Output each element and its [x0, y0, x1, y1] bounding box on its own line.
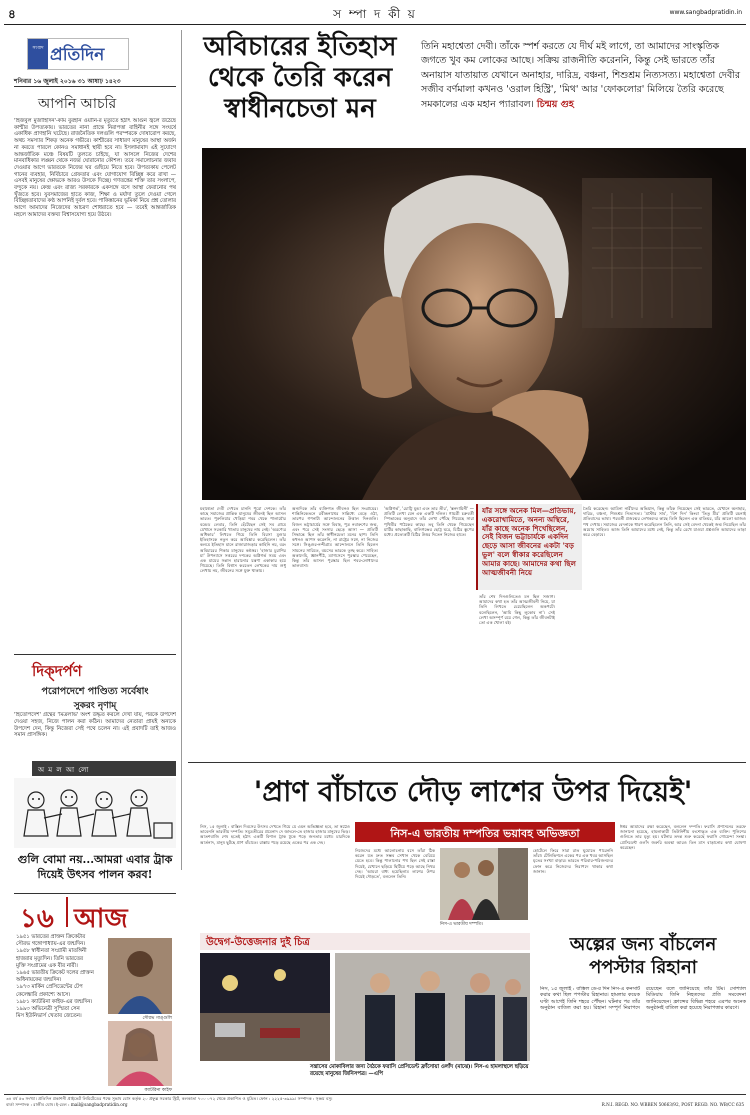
- standfirst-text: তিনি মহাশ্বেতা দেবী। তাঁকে স্পর্শ করতে যে দীর্ঘ মই লাগে, তা আমাদের সাংস্কৃতিক জগতে খুব কম লোকের আছে। সক্রিয় রাজনীতি করেননি, কিন্তু সেই ভারতে তাঁর অনায়াস যাতায়াত যেখানে অনাহার, দারিদ্র, বঞ্চনা, শিশুশ্রম নিত্যসত্য। মহাশ্বেতা দেবীর সজীব বর্ণমালা কখনও 'ওরাল হিস্ট্রি', 'মিথ' আর 'ফোকলোর' মিলিয়ে তৈরি করেছে সমকালের এক মহান প্যারাবল।: [421, 41, 741, 110]
- rihanna-headline-line: অল্পের জন্য বাঁচলেন: [569, 934, 717, 955]
- website-link[interactable]: www.sangbadpratidin.in: [669, 9, 742, 16]
- cartoon-label-bar: [32, 761, 176, 776]
- today-item: ১৯৫১ ভারতের প্রাক্তন ক্রিকেটার: [16, 934, 86, 940]
- nice-column-3: হোটেলে ফিরে সারা রাত ঘুমোতে পারেননি তাঁরা। টেলিভিশনে একের পর এক খবর আসছিল মৃতের সংখ্যা বাড়ার। ভারতে পরিবার-পরিজনদের ফোন করে নিজেদের নিরাপদে থাকার কথা জানান।: [533, 848, 613, 874]
- nice-attack-photo: [200, 953, 330, 1061]
- today-photo-2: [108, 1021, 172, 1086]
- today-item: হাজরার মৃত্যুদিন। তিনি ভারতের: [16, 955, 83, 962]
- masthead-logo: [27, 38, 129, 70]
- feature-standfirst: [421, 40, 746, 112]
- cartoon-drawing: [14, 778, 176, 848]
- today-list: [16, 934, 104, 1020]
- today-item: মুক্তি সংগ্রামের এক বীর নারী।: [16, 962, 78, 969]
- feature-photo: [202, 148, 746, 500]
- today-item: সৌরভ গঙ্গোপাধ্যায়-এর জন্মদিন।: [16, 941, 86, 948]
- dikdarpan-body: 'হিতোপদেশ' গ্রন্থের 'মিত্রলাভ' অংশ উদ্ধৃত করলে দেখা যায়, পরকে উপদেশ দেওয়া সহজ, নিজে পালন করা কঠিন। আমাদের নেতারা প্রায়ই অন্যকে উপদেশ দেন, কিন্তু নিজেরা সেই পথে চলেন না। এই প্রবাদটি তাই আজও সমান প্রাসঙ্গিক।: [14, 712, 176, 739]
- pullquote-box: [476, 504, 582, 590]
- photo-feature-bar: [200, 933, 530, 950]
- today-item: ১৯৯৩ অভিনেত্রী সুস্মিতা সেন: [16, 1006, 80, 1013]
- dikdarpan-logo: দিক্‌দর্পণ: [32, 662, 82, 680]
- editorial-title: আপনি আচরি: [38, 96, 117, 112]
- feature-column-3: 'অগ্নিগর্ভ', 'চোট্টি মুন্ডা এবং তার তীর', 'স্তনদায়িনী' — প্রতিটি লেখা যেন এক একটি দলিল। গায়ত্রী চক্রবর্তী স্পিভাকের অনুবাদে তাঁর লেখা পৌঁছে গিয়েছে সারা পৃথিবীর পাঠকের কাছে। তবু তিনি থেকে গিয়েছেন মাটির কাছাকাছি, বালিগঞ্জের ছোট্ট ঘরে, চিঠির স্তূপের মধ্যে। প্রত্যেকটি চিঠির উত্তর দিতেন নিজের হাতে।: [384, 506, 474, 538]
- page-number: ৪: [8, 7, 16, 21]
- today-item: অধিনায়কের জন্মদিন।: [16, 977, 62, 984]
- footer-registration: R.N.I. REGD. NO. WBBEN 50663/92, POST REGD. NO. WB/CC 635: [601, 1102, 744, 1107]
- feature-headline-line: স্বাধীনচেতা মন: [224, 94, 376, 124]
- feature-headline: [190, 32, 410, 125]
- cartoon-label: অ ম ল আ লো: [38, 766, 90, 774]
- logo-stripe: [28, 39, 48, 69]
- today-item: কেলেঙ্কারি প্রকাশ্যে আসে।: [16, 991, 71, 998]
- feature-headline-line: অবিচারের ইতিহাস: [203, 32, 397, 62]
- today-item: ১৯৮১ ক্যাটরিনা কাইফ-এর জন্মদিন।: [16, 998, 93, 1005]
- nice-subhead-bar: [355, 822, 615, 842]
- today-item: মিস ইউনিভার্স খেতাব জেতেন।: [16, 1013, 82, 1020]
- nice-headline: 'প্রাণ বাঁচাতে দৌড় লাশের উপর দিয়েই': [253, 775, 693, 808]
- cartoon-figures-icon: [14, 778, 176, 848]
- pullquote-text: যাঁর সঙ্গে অনেক মিল—প্রতিভায়, একরোখামিতে, অনন্য অস্থিরে, যাঁর কাছে অনেক শিখেছিলেন, সেই বিজন ভট্টাচার্যকে একদিন ছেড়ে আসা জীবনের একটা 'বড় ভুল' বলে স্বীকার করেছিলেন আমার কাছে। আমাদের কথা ছিল আত্মজীবনী নিয়ে: [482, 507, 577, 577]
- dikdarpan-title: পরোপদেশে পাণ্ডিত্য সর্বেষাং: [41, 686, 149, 697]
- masthead-date: শনিবার ১৬ জুলাই ২০১৬ ৩১ আষাঢ় ১৪২৩: [14, 78, 121, 85]
- today-item: ১৯৬৫ ভারতীয় ক্রিকেট দলের প্রাক্তন: [16, 970, 94, 977]
- rihanna-body: নিস, ১৫ জুলাই : বাস্তিল ডে-র দিন নিস-এ কনসার্ট করার কথা ছিল পপস্টার রিহানার। হামলার কয়েক ঘণ্টা আগেই তিনি শহরে পৌঁছন। ঘটনার পর তাঁর অনুষ্ঠান বাতিল করা হয়। রিহানা সম্পূর্ণ নিরাপদে রয়েছেন বলে জানিয়েছে তাঁর টিম। সোশ্যাল মিডিয়ায় তিনি নিহতদের প্রতি সমবেদনা জানিয়েছেন। ফ্রান্সের বিভিন্ন শহরে এরপর অনেক অনুষ্ঠানই বাতিল করা হয়েছে নিরাপত্তার কারণে।: [540, 986, 746, 1012]
- today-item: ১৯৭৩ মার্কিন প্রেসিডেন্টের টেপ: [16, 984, 83, 991]
- today-photo-2-caption: ক্যাটরিনা কাইফ: [144, 1088, 172, 1093]
- editorial-body: 'হিজবুল মুজাহিদিন'-কমি বুরহান ওয়ানি-র মৃত্যুতে হঠাৎ আগুন জ্বলে উঠেছে কাশ্মীর উপত্যকায়। ভারতের নানা প্রান্তে নিরাপত্তা বাহিনীর সঙ্গে সংঘর্ষে একাধিক প্রাণহানি ঘটেছে। রাজনৈতিক দলগুলি পরস্পরকে দোষারোপ করছে, অথচ সমস্যার শিকড় অনেক গভীরে। কাশ্মীরের সাধারণ মানুষের আস্থা অর্জন না করতে পারলে কোনও সমাধানই স্থায়ী হবে না। ইসলামাবাদ এই সুযোগে আন্তর্জাতিক মঞ্চে বিষয়টি তুলতে চাইছে, যা আসলে নিজের দেশের মানবাধিকার লঙ্ঘন থেকে নজর ঘোরানোর কৌশল। তবে সমালোচনার জবাব দেওয়ার আগে ভারতকে নিজের ঘর গুছিয়ে নিতে হবে। উপত্যকায় পেলেট গানের ব্যবহার, নির্বিচারে গ্রেফতার এবং যোগাযোগ বিচ্ছিন্ন করে রাখা — এসবই মানুষের ক্ষোভকে আরও উসকে দিচ্ছে। গণতন্ত্রের শক্তি তার সংলাপে, বন্দুকে নয়। কেন্দ্র এবং রাজ্য সরকারকে একসঙ্গে বসে আস্থা ফেরানোর পথ খুঁজতে হবে। যুবসমাজের হাতে কাজ, শিক্ষা ও মর্যাদা তুলে দেওয়া গেলে বিচ্ছিন্নতাবাদের কণ্ঠ আপনিই দুর্বল হবে। পাকিস্তানের ভূমিকা নিয়ে প্রশ্ন তোলার আগে আমাদের নিজেদের আচরণ শোধরাতে হবে — তবেই আন্তর্জাতিক মহলে আমাদের বক্তব্য বিশ্বাসযোগ্য হয়ে উঠবে।: [14, 118, 176, 218]
- feature-column-2: অন্যদিকে তাঁর ব্যক্তিগত জীবনও ছিল সংগ্রামের। শান্তিনিকেতনে রবীন্দ্রনাথের সান্নিধ্যে বেড়ে ওঠা, তারপর গণনাট্য আন্দোলনের উত্তাল দিনগুলি। বিজন ভট্টাচার্যের সঙ্গে বিবাহ, পুত্র নবারুণের জন্ম, এবং পরে সেই সংসার ছেড়ে আসা — প্রতিটি সিদ্ধান্তে ছিল তাঁর স্বাধীনচেতা মনের ছাপ। তিনি কখনও আপস করেননি, না রাষ্ট্রের সঙ্গে, না নিজের সঙ্গে। সিঙ্গুর-নন্দীগ্রাম আন্দোলনে তিনি ছিলেন সামনের সারিতে, বয়সের ভারকে তুচ্ছ করে। সাহিত্য অকাদেমি, জ্ঞানপীঠ, ম্যাগসেসে পুরস্কার পেয়েছেন, কিন্তু তাঁর আসল পুরস্কার ছিল শবর-লোধাদের ভালবাসা।: [292, 506, 378, 569]
- logo-small-text: সংবাদ: [32, 46, 44, 51]
- nice-subhead: নিস-এ ভারতীয় দম্পতির ভয়াবহ অভিজ্ঞতা: [390, 827, 580, 840]
- footer-line-2-wrap: [6, 1102, 744, 1108]
- today-item: ১৯৫৮ স্বাধীনতা সংগ্রামী মাতঙ্গিনী: [16, 948, 87, 955]
- cartoon-caption: গুলি বোমা নয়...আমরা এবার ট্রাক দিয়েই উৎসব পালন করব!: [17, 853, 173, 881]
- nice-column-4: ঈশ্বর আমাদের রক্ষা করেছেন, বললেন দম্পতি। ফরাসি প্রশাসনের তরফে জানানো হয়েছে, হামলাকারী তিউনিশীয় বংশোদ্ভূত এক ব্যক্তি। পুলিশের গুলিতে তার মৃত্যু হয়। ঘটনার তদন্ত শুরু করেছে ফরাসি গোয়েন্দা সংস্থা। প্রেসিডেন্ট ওলাঁদ জরুরি অবস্থা আরও তিন মাস বাড়ানোর কথা ঘোষণা করেছেন।: [620, 824, 746, 850]
- feature-column-1: মহাশ্বেতা দেবী দেখতে চাননি পুরো দেশকে। তাঁর কাছে সমাজের প্রান্তিক মানুষের জীবনই ছিল আসল ভারত। পুরুলিয়ার খেড়িয়া শবর থেকে পালামৌর বন্ডেড লেবার, তিনি হেঁটেছেন সেই সব গ্রামে যেখানে সরকারি খাতায় মানুষের নাম নেই। 'অরণ্যের অধিকার' লিখতে গিয়ে তিনি বিরসা মুণ্ডার ইতিহাসকে নতুন করে আবিষ্কার করেছিলেন। তাঁর কলমে ইতিহাস মানে রাজারাজড়ার কাহিনি নয়, বরং অবিচারের শিকার মানুষের কণ্ঠস্বর। 'হাজার চুরাশির মা' উপন্যাসে সত্তরের দশকের অগ্নিগর্ভ সময় এবং এক মায়ের সন্তান হারানোর যন্ত্রণা একাকার হয়ে গিয়েছে। তিনি বিশ্বাস করতেন লেখকের দায় শুধু লেখায় নয়, জীবনের সঙ্গে যুক্ত থাকায়।: [200, 506, 286, 574]
- portrait-photo-icon: [202, 148, 746, 500]
- section-title: স ম্পা দ কী য়: [333, 7, 417, 21]
- nice-column-2: নিজেদের মধ্যে আলোচনায় বসে তাঁরা ঠিক করেন যত দ্রুত সম্ভব সেখান থেকে বেরিয়ে যেতে হবে। কিন্তু পালানোর পথ ছিল সেই রাস্তা দিয়েই, যেখানে ছড়িয়ে ছিটিয়ে পড়ে আছে নিথর দেহ। 'আমরা বাধ্য হয়েছিলাম লাশের উপর দিয়েই দৌড়তে', বললেন তিনি।: [355, 848, 435, 880]
- nice-couple-photo: [440, 848, 528, 920]
- logo-main-text: প্রতিদিন: [50, 45, 105, 65]
- footer-imprint: [6, 1096, 744, 1108]
- today-photo-1: [108, 938, 172, 1014]
- today-word: আজ: [74, 904, 128, 934]
- rihanna-headline-line: পপস্টার রিহানা: [589, 957, 697, 978]
- rihanna-headline: [540, 933, 746, 979]
- feature-headline-line: থেকে তৈরি করেন: [207, 63, 393, 93]
- photo-feature-title: উদ্বেগ-উত্তেজনার দুই চিত্র: [206, 937, 310, 948]
- photo-credit: —এপি: [368, 1071, 383, 1077]
- editorial-title-box: [14, 88, 176, 113]
- dikdarpan-subtitle: সুকরং নৃণাম্‌: [73, 701, 117, 711]
- feature-column-4: তাঁর শেষ দিনগুলিতেও মন ছিল সজাগ। আমাদের কথা হত তাঁর আত্মজীবনী নিয়ে, যা তিনি লিখতে চেয়েছিলেন অকপটে। বলেছিলেন, 'আমি কিছু লুকোব না'। সেই লেখা অসম্পূর্ণ রয়ে গেল, কিন্তু তাঁর জীবনটাই তো এক খোলা বই।: [479, 594, 555, 626]
- today-number: ১৬: [20, 904, 54, 934]
- footer-line-1: ৩৪ বর্ষ ৫৩ সংখ্যা। প্রতিদিন প্রকাশনী প্রাইভেট লিমিটেডের পক্ষে সুভাষ বোস কর্তৃক ২০ প্রফুল্ল সরকার স্ট্রিট, কলকাতা ৭০০ ০৭২ থেকে প্রকাশিত ও মুদ্রিত। ফোন : ২২২৫-৩৯৯৯। সম্পাদক : সৃঞ্জয় বসু।: [6, 1096, 333, 1101]
- nice-column-1: নিস, ১৫ জুলাই : বাস্তিল দিবসের উৎসব দেখতে গিয়ে যে এমন অভিজ্ঞতা হবে, তা স্বপ্নেও ভাবেননি ভারতীয় দম্পতি। সমুদ্রতীরের প্রমেনাদ দে জ়াংলে-তে হাজার হাজার মানুষের ভিড়। আতশবাজি শেষ হতেই হঠাৎ একটি বিশাল ট্রাক ঢুকে পড়ে জনতার মধ্যে। চারদিকে আর্তনাদ, মানুষ ছুটছে প্রাণ বাঁচাতে। রাস্তায় পড়ে রয়েছে একের পর এক দেহ।: [200, 824, 350, 845]
- hollande-photo: [335, 953, 530, 1061]
- photo-caption-text: সন্ত্রাসের মোকাবিলার জন্য বৈঠকে ফরাসি প্রেসিডেন্ট ফ্রাঁসোয়া ওলাঁদ (মাঝে)। নিস-এ হামলাস্থলে ছড়িয়ে রয়েছে মানুষের জিনিসপত্র।: [310, 1064, 529, 1077]
- nice-photo-caption: নিস-এ ভারতীয় দম্পতি।: [440, 922, 484, 927]
- photo-feature-caption: [310, 1064, 530, 1078]
- today-photo-1-caption: সৌরভ গাঙ্গুলি: [142, 1016, 172, 1021]
- footer-line-2: বার্তা সম্পাদক : রাজীব ঘোষ। ই-মেল : mail@sangbadpratidin.org: [6, 1102, 128, 1107]
- feature-column-5: তৈরি করেছেন। আমিনা নারীদের অভিযান, কিন্তু তাঁকে নিয়েছেন সেই ভারতে, যেখানে অনাহার, দারিদ্র, বঞ্চনা, শিশুশ্রম নিত্যসত্য। 'মাস্টার সাব', 'বিশ দিন' কিংবা 'তিতু মীর' প্রতিটি রচনাই প্রতিবাদের ভাষা। পরবর্তী প্রজন্মের লেখকদের কাছে তিনি ছিলেন এক বাতিঘর, যাঁর আলো আজও পথ দেখায়। সমাজের বেদনাকে ধারণ করেছিলেন তিনি, আর সেই বেদনা থেকেই জন্ম নিয়েছিল তাঁর অমোঘ সাহিত্য। আজ তিনি আমাদের মধ্যে নেই, কিন্তু তাঁর রেখে যাওয়া প্রশ্নগুলি আমাদের তাড়া করে বেড়াবে।: [583, 506, 746, 538]
- author-name: চিন্ময় গুহ: [536, 98, 574, 110]
